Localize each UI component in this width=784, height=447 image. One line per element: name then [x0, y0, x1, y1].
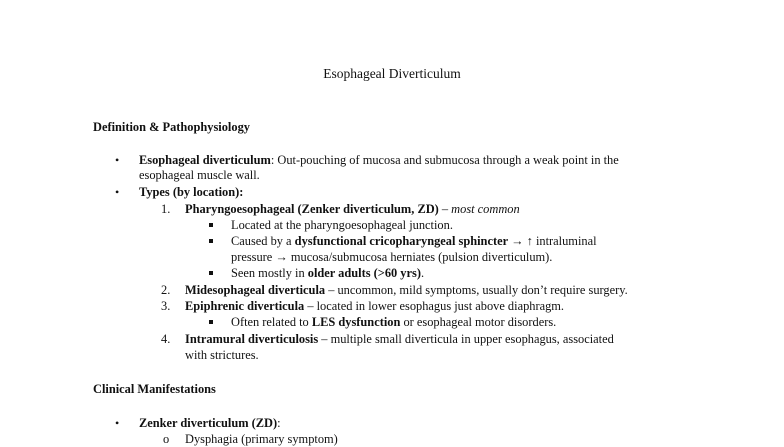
zenker-colon: : — [277, 416, 281, 430]
definition-heading: Definition & Pathophysiology — [93, 120, 250, 134]
type-2-number: 2. — [161, 283, 171, 297]
type-4-line1 — [185, 332, 614, 347]
types-heading: Types (by location): — [139, 185, 244, 199]
type-2-text: – uncommon, mild symptoms, usually don’t require surgery. — [325, 283, 628, 297]
type-1-line — [185, 202, 520, 217]
definition-bullet-line1 — [139, 153, 619, 168]
square-bullet-icon — [209, 320, 213, 324]
type-1-sub-3-text-a: Seen mostly in — [231, 266, 308, 280]
type-4-text: – multiple small diverticula in upper esophagus, associated — [318, 332, 614, 346]
type-1-sub-2-text-a: Caused by a — [231, 234, 295, 248]
older-adults-term: older adults (>60 yrs) — [307, 266, 421, 280]
document-title: Esophageal Diverticulum — [323, 66, 461, 81]
bullet-icon: • — [115, 416, 120, 430]
type-1-sub-2-line2: pressure → mucosa/submucosa herniates (pulsion diverticulum). — [231, 250, 553, 264]
bullet-icon: • — [115, 185, 120, 199]
square-bullet-icon — [209, 271, 213, 275]
definition-bullet-line2: esophageal muscle wall. — [139, 168, 260, 182]
les-dysfunction-term: LES dysfunction — [311, 315, 401, 329]
type-2-line — [185, 283, 628, 298]
zenker-term: Zenker diverticulum (ZD) — [139, 416, 278, 430]
type-3-name: Epiphrenic diverticula — [185, 299, 305, 313]
type-1-sub-1: Located at the pharyngoesophageal junction. — [231, 218, 453, 232]
clinical-sub-1: Dysphagia (primary symptom) — [185, 432, 338, 446]
type-3-sub-1-text-a: Often related to — [231, 315, 312, 329]
type-3-sub-1 — [231, 315, 556, 330]
dysfunctional-sphincter-term: dysfunctional cricopharyngeal sphincter — [294, 234, 509, 248]
type-3-line — [185, 299, 564, 314]
clinical-sub-marker: o — [163, 432, 170, 446]
type-2-name: Midesophageal diverticula — [185, 283, 326, 297]
type-4-name: Intramural diverticulosis — [185, 332, 319, 346]
definition-text: : Out-pouching of mucosa and submucosa through a weak point in the — [270, 153, 619, 167]
type-1-sub-3 — [231, 266, 424, 281]
type-1-note: most common — [451, 202, 520, 216]
term-esophageal-diverticulum: Esophageal diverticulum — [139, 153, 271, 167]
type-1-sub-2-line1 — [231, 234, 597, 249]
type-1-name: Pharyngoesophageal (Zenker diverticulum, ZD) — [185, 202, 439, 216]
type-3-sub-1-text-c: or esophageal motor disorders. — [400, 315, 557, 329]
type-3-text: – located in lower esophagus just above diaphragm. — [304, 299, 565, 313]
bullet-icon: • — [115, 153, 120, 167]
type-1-sub-2-text-c: → ↑ intraluminal — [508, 234, 597, 248]
clinical-heading: Clinical Manifestations — [93, 382, 216, 396]
type-4-number: 4. — [161, 332, 171, 346]
type-1-dash: – — [438, 202, 452, 216]
square-bullet-icon — [209, 239, 213, 243]
type-1-number: 1. — [161, 202, 171, 216]
type-4-line2: with strictures. — [185, 348, 259, 362]
clinical-bullet-1 — [139, 416, 281, 431]
square-bullet-icon — [209, 223, 213, 227]
type-1-sub-3-text-c: . — [420, 266, 425, 280]
type-3-number: 3. — [161, 299, 171, 313]
